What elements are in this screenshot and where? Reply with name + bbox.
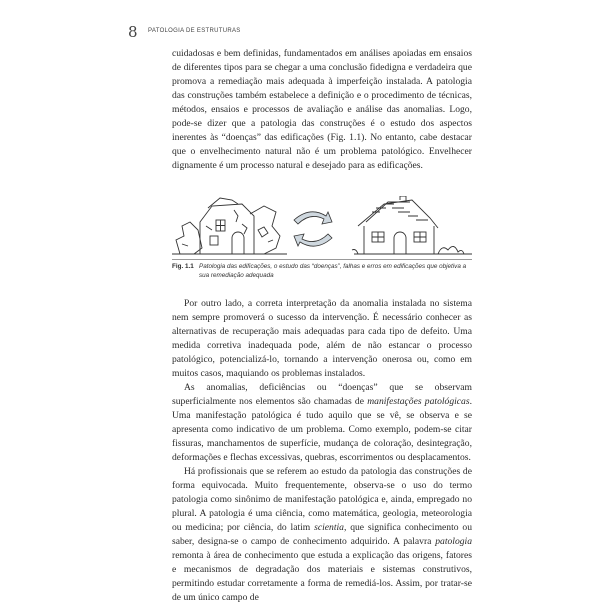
emphasis: manifestações patológicas [367,396,470,407]
body-text-bottom [172,297,472,605]
paragraph: Há profissionais que se referem ao estudo da patologia das construções de forma equivocada. Muito frequentemente, observa-se o uso do termo patologia como sinônimo de manifestação patológica e, ainda, empregado no plural. A patologia é uma ciência, como matemática, geologia, meteorologia ou medicina; por ciência, do latim scientia, que significa conhecimento ou saber, designa-se o campo de conhecimento adquirido. A palavra patologia remonta à área de conhecimento que estuda a explicação das origens, fatores e mecanismos de degradação dos materiais e sistemas construtivos, permitindo estudar corretamente a forma de remediá-los. Assim, por tratar-se de um único campo de [172,466,472,603]
healthy-house-drawing [352,196,472,254]
paragraph: Por outro lado, a correta interpretação da anomalia instalada no sistema nem sempre promoverá o sucesso da intervenção. É necessário conhecer as alternativas de recuperação mais adequadas para cada tipo de defeito. Uma medida corretiva inadequada pode, além de não estancar o processo patológico, potencializá-lo, tornando a intervenção onerosa ou, como em muitos casos, maquiando os problemas instalados. [172,298,472,379]
emphasis: scientia [314,522,344,533]
figure-1-1 [172,196,472,258]
figure-label: Fig. 1.1 [172,263,194,270]
paragraph: As anomalias, deficiências ou “doenças” que se observam superficialmente nos elementos são chamadas de manifestações patológicas. Uma manifestação patológica é tudo aquilo que se vê, se observa e se apresenta como indicativo de um problema. Como exemplo, podem-se citar fissuras, manchamentos de superfície, mudança de coloração, desintegração, deformações e flechas excessivas, quebras, escorrimentos ou desplacamentos. [172,382,472,463]
figure-caption-text: Patologia das edificações, o estudo das “doenças”, falhas e erros em edificações que objetiva a sua remediação adequada [199,263,467,279]
paragraph: cuidadosas e bem definidas, fundamentados em análises apoiadas em ensaios de diferentes tipos para se chegar a uma conclusão fidedigna e verdadeira que promova a remediação mais adequada à imperfeição instalada. A patologia das construções também estabelece a definição e o procedimento de técnicas, métodos, ensaios e processos de avaliação e análise das anomalias. Logo, pode-se dizer que a patologia das construções é o estudo dos aspectos inerentes às “doenças” das edificações (Fig. 1.1). No entanto, cabe destacar que o envelhecimento natural não é um problema patológico. Envelhecer dignamente é um processo natural e desejado para as edificações. [172,48,472,171]
page-number: 8 [128,23,138,41]
running-head: PATOLOGIA DE ESTRUTURAS [148,28,241,34]
cycle-arrows-icon [294,212,332,246]
emphasis: patologia [435,536,472,547]
houses-illustration [172,196,472,258]
caption-rule [172,259,472,260]
damaged-house-drawing [172,198,287,254]
body-text-top [172,47,472,173]
